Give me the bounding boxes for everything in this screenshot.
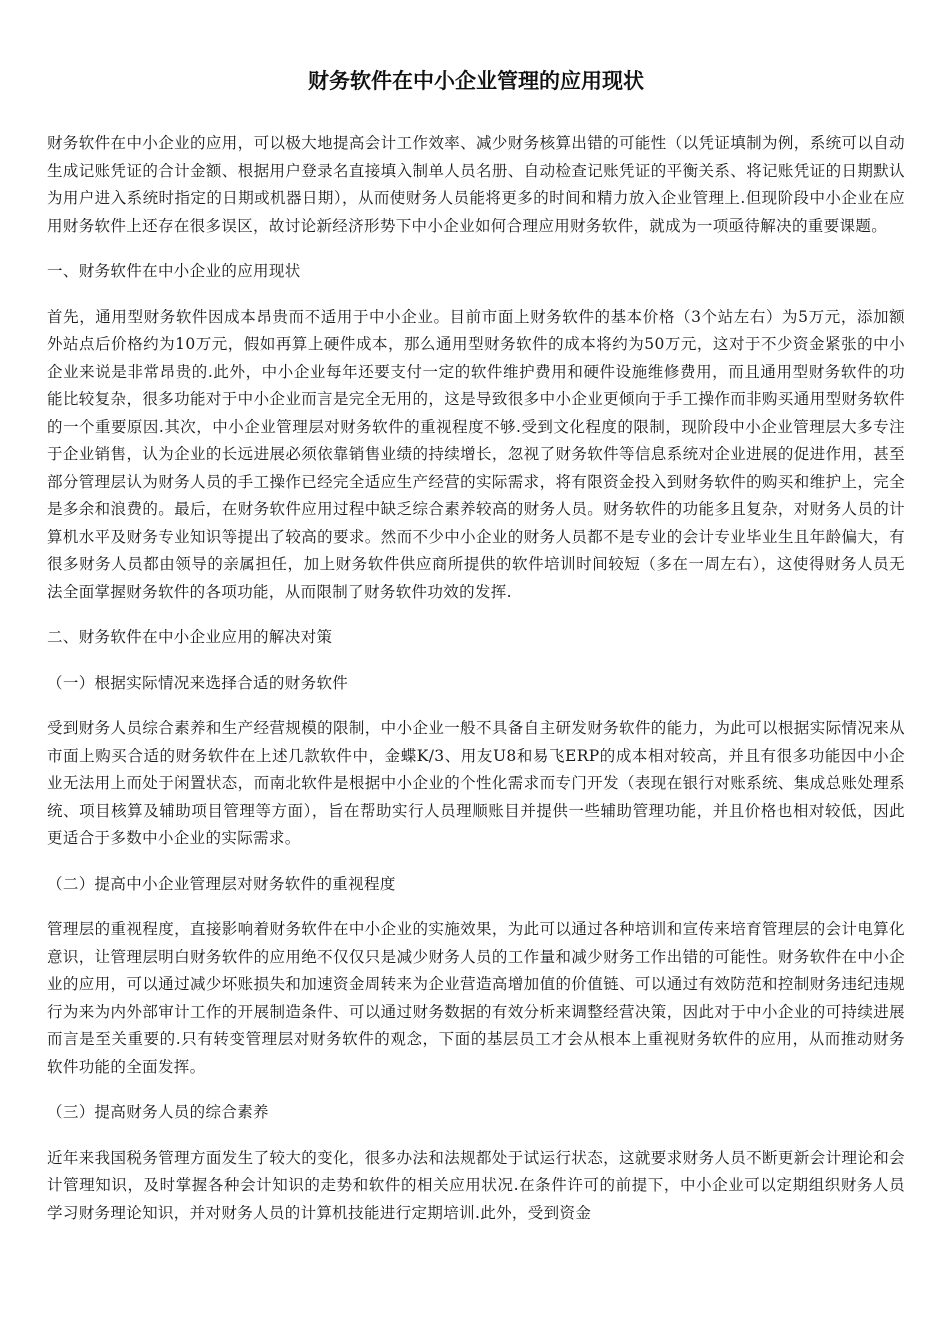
subsection-1-paragraph: 受到财务人员综合素养和生产经营规模的限制，中小企业一般不具备自主研发财务软件的能力，为此可以根据实际情况来从市面上购买合适的财务软件在上述几款软件中，金蝶K/3、用友U8和易飞ERP的成本相对较高，并且有很多功能因中小企业无法用上而处于闲置状态，而南北软件是根据中小企业的个性化需求而专门开发（表现在银行对账系统、集成总账处理系统、项目核算及辅助项目管理等方面），旨在帮助实行人员理顺账目并提供一些辅助管理功能，并且价格也相对较低，因此更适合于多数中小企业的实际需求。 xyxy=(47,719,905,847)
intro-paragraph: 财务软件在中小企业的应用，可以极大地提高会计工作效率、减少财务核算出错的可能性（以凭证填制为例，系统可以自动生成记账凭证的合计金额、根据用户登录名直接填入制单人员名册、自动检查记账凭证的平衡关系、将记账凭证的日期默认为用户进入系统时指定的日期或机器日期），从而使财务人员能将更多的时间和精力放入企业管理上.但现阶段中小企业在应用财务软件上还存在很多误区，故讨论新经济形势下中小企业如何合理应用财务软件，就成为一项亟待解决的重要课题。 xyxy=(47,134,905,235)
document-title: 财务软件在中小企业管理的应用现状 xyxy=(308,69,644,93)
subsection-3-heading: （三）提高财务人员的综合素养 xyxy=(47,1103,269,1121)
subsection-1-heading: （一）根据实际情况来选择合适的财务软件 xyxy=(47,673,349,692)
section-2-heading: 二、财务软件在中小企业应用的解决对策 xyxy=(47,628,333,646)
subsection-3-paragraph: 近年来我国税务管理方面发生了较大的变化，很多办法和法规都处于试运行状态，这就要求财务人员不断更新会计理论和会计管理知识，及时掌握各种会计知识的走势和软件的相关应用状况.在条件许可的前提下，中小企业可以定期组织财务人员学习财务理论知识，并对财务人员的计算机技能进行定期培训.此外，受到资金 xyxy=(47,1148,905,1222)
section-1-heading: 一、财务软件在中小企业的应用现状 xyxy=(47,262,301,280)
subsection-2-paragraph: 管理层的重视程度，直接影响着财务软件在中小企业的实施效果，为此可以通过各种培训和宣传来培育管理层的会计电算化意识，让管理层明白财务软件的应用绝不仅仅只是减少财务人员的工作量和减少财务工作出错的可能性。财务软件在中小企业的应用，可以通过减少坏账损失和加速资金周转来为企业营造高增加值的价值链、可以通过有效防范和控制财务违纪违规行为来为内外部审计工作的开展制造条件、可以通过财务数据的有效分析来调整经营决策，因此对于中小企业的可持续进展而言是至关重要的.只有转变管理层对财务软件的观念，下面的基层员工才会从根本上重视财务软件的应用，从而推动财务软件功能的全面发挥。 xyxy=(47,920,905,1076)
subsection-2-heading: （二）提高中小企业管理层对财务软件的重视程度 xyxy=(47,874,396,893)
section-1-paragraph: 首先，通用型财务软件因成本昂贵而不适用于中小企业。目前市面上财务软件的基本价格（3个站左右）为5万元，添加额外站点后价格约为10万元，假如再算上硬件成本，那么通用型财务软件的成本将约为50万元，这对于不少资金紧张的中小企业来说是非常昂贵的.此外，中小企业每年还要支付一定的软件维护费用和硬件设施维修费用，而且通用型财务软件的功能比较复杂，很多功能对于中小企业而言是完全无用的，这是导致很多中小企业更倾向于手工操作而非购买通用型财务软件的一个重要原因.其次，中小企业管理层对财务软件的重视程度不够.受到文化程度的限制，现阶段中小企业管理层大多专注于企业销售，认为企业的长远进展必须依靠销售业绩的持续增长，忽视了财务软件等信息系统对企业进展的促进作用，甚至部分管理层认为财务人员的手工操作已经完全适应生产经营的实际需求，将有限资金投入到财务软件的购买和维护上，完全是多余和浪费的。最后，在财务软件应用过程中缺乏综合素养较高的财务人员。财务软件的功能多且复杂，对财务人员的计算机水平及财务专业知识等提出了较高的要求。然而不少中小企业的财务人员都不是专业的会计专业毕业生且年龄偏大，有很多财务人员都由领导的亲属担任，加上财务软件供应商所提供的软件培训时间较短（多在一周左右），这使得财务人员无法全面掌握财务软件的各项功能，从而限制了财务软件功效的发挥. xyxy=(47,307,905,601)
